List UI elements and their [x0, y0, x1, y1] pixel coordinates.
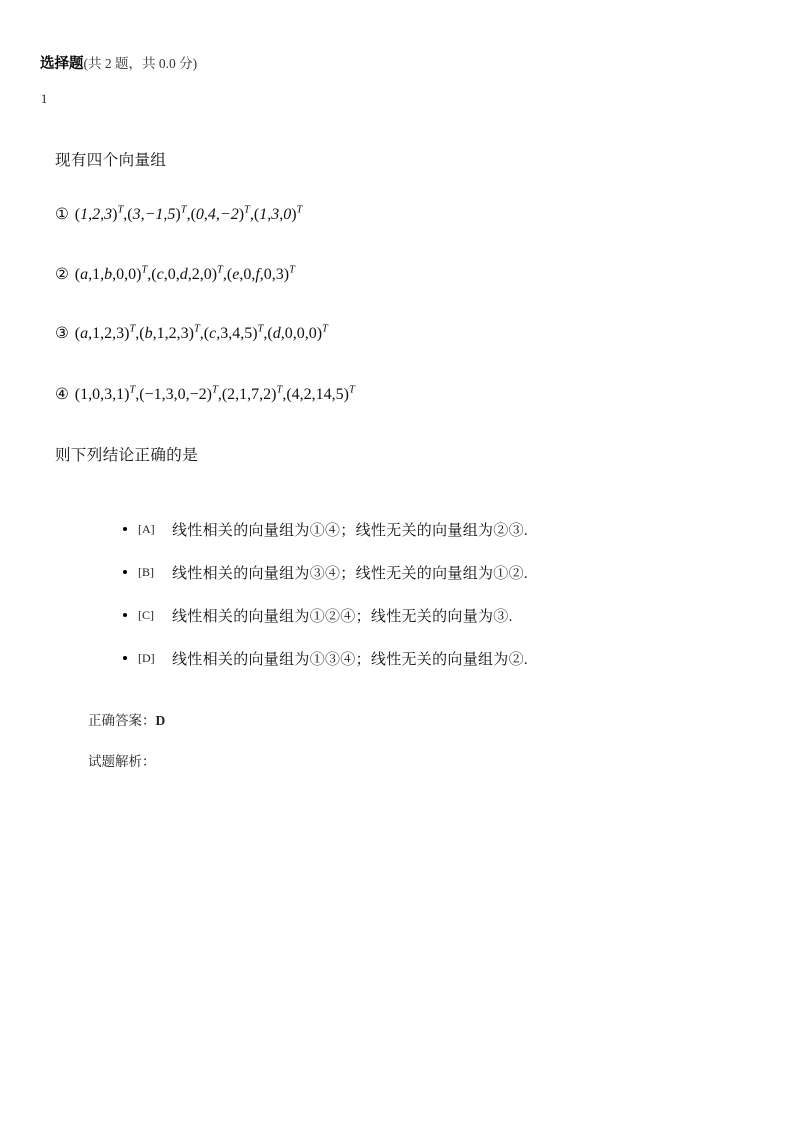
option-c-label: 线性相关的向量组为①②④；线性无关的向量为③. [172, 608, 513, 625]
option-a-key: [A] [138, 521, 155, 536]
bullet-icon [120, 613, 130, 617]
option-item-a[interactable] [120, 510, 760, 548]
vector-group-4-expression: $(1,0,3,1)^T,(-1,3,0,-2)^T,(2,1,7,2)^T,(4,2,14,5)^T$ [74, 385, 355, 404]
bullet-icon [120, 527, 130, 531]
option-b-label: 线性相关的向量组为③④；线性无关的向量组为①②. [172, 565, 528, 582]
vector-group-2-expression: $(a,1,b,0,0)^T,(c,0,d,2,0)^T,(e,0,f,0,3)^T$ [74, 265, 295, 284]
analysis-label: 试题解析： [88, 754, 156, 769]
correct-answer-value: D [155, 713, 166, 728]
vector-group-3-marker: ③ [55, 325, 69, 343]
option-a-label: 线性相关的向量组为①④；线性无关的向量组为②③. [172, 522, 528, 539]
vector-group-1-expression: $(1,2,3)^T,(3,-1,5)^T,(0,4,-2)^T,(1,3,0)^T$ [74, 205, 303, 224]
vector-group-1-marker: ① [55, 206, 69, 224]
vector-group-4-marker: ④ [55, 386, 69, 404]
vector-group-3-expression: $(a,1,2,3)^T,(b,1,2,3)^T,(c,3,4,5)^T,(d,0,0,0)^T$ [74, 324, 328, 343]
correct-answer [88, 709, 165, 729]
option-item-c[interactable] [120, 596, 760, 634]
section-meta: (共 2 题，共 0.0 分) [83, 56, 198, 71]
vector-group-1 [55, 205, 302, 224]
section-header [40, 57, 197, 72]
vector-group-2 [55, 265, 295, 284]
options-list [120, 510, 760, 682]
correct-answer-label: 正确答案： [88, 713, 156, 728]
vector-group-2-marker: ② [55, 266, 69, 284]
vector-group-3 [55, 324, 328, 343]
vector-group-4 [55, 385, 355, 404]
option-d-key: [D] [138, 650, 155, 665]
question-conclusion: 则下列结论正确的是 [55, 447, 199, 464]
option-d-label: 线性相关的向量组为①③④；线性无关的向量组为②. [172, 651, 528, 668]
option-c-key: [C] [138, 607, 154, 622]
option-b-key: [B] [138, 564, 154, 579]
question-intro: 现有四个向量组 [55, 152, 167, 169]
question-number: 1 [41, 92, 48, 106]
option-item-d[interactable] [120, 639, 760, 677]
section-title: 选择题 [40, 56, 84, 72]
bullet-icon [120, 570, 130, 574]
option-item-b[interactable] [120, 553, 760, 591]
bullet-icon [120, 656, 130, 660]
